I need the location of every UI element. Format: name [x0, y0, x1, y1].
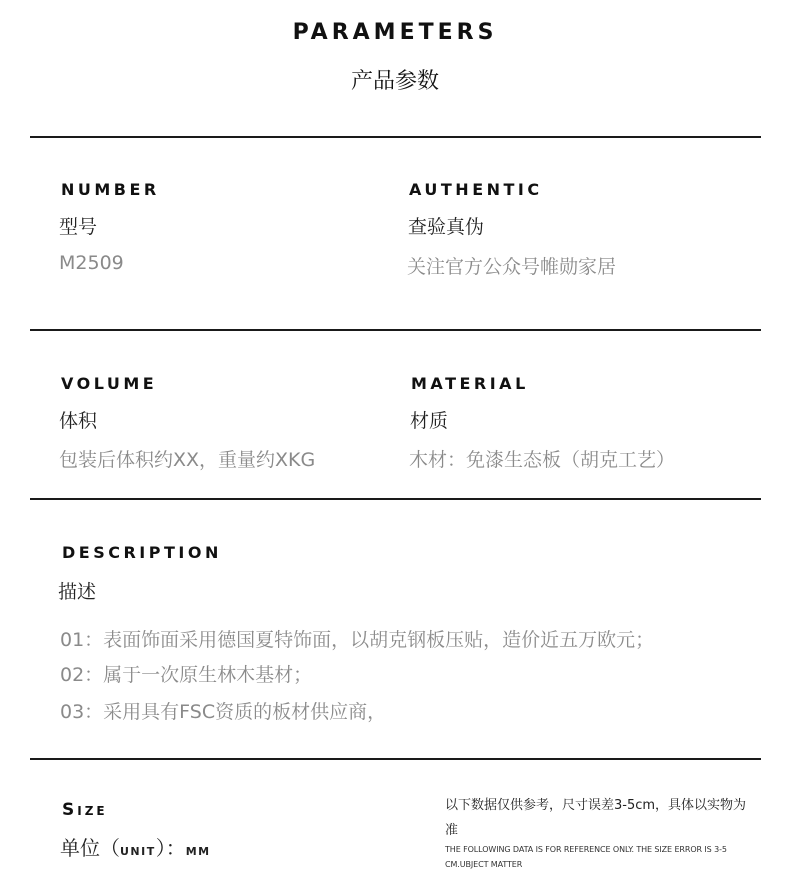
description-line: 01：表面饰面采用德国夏特饰面，以胡克钢板压贴，造价近五万欧元；	[60, 629, 655, 651]
description-label-cn: 描述	[58, 581, 97, 603]
size-label-en: Size	[62, 800, 108, 820]
divider	[30, 329, 761, 331]
description-label-en: DESCRIPTION	[62, 543, 222, 562]
divider	[30, 498, 761, 500]
authentic-label-cn: 查验真伪	[408, 216, 485, 238]
material-label-cn: 材质	[410, 410, 449, 432]
authentic-label-en: AUTHENTIC	[409, 180, 543, 199]
divider	[30, 136, 761, 138]
size-unit-word: unit	[120, 840, 156, 859]
description-line: 02：属于一次原生林木基材；	[60, 664, 313, 686]
number-label-en: NUMBER	[61, 180, 160, 199]
size-unit-value: mm	[185, 840, 211, 859]
size-note-en: THE FOLLOWING DATA IS FOR REFERENCE ONLY. THE SIZE ERROR IS 3-5 CM.UBJECT MATTER	[445, 845, 727, 869]
volume-value: 包装后体积约XX，重量约XKG	[59, 449, 316, 471]
size-unit-suffix: ）：	[155, 836, 186, 860]
authentic-value: 关注官方公众号帷勋家居	[407, 256, 617, 278]
description-line: 03：采用具有FSC资质的板材供应商，	[60, 701, 387, 723]
number-value: M2509	[59, 252, 124, 274]
page-title-en: PARAMETERS	[292, 20, 498, 45]
volume-label-cn: 体积	[59, 410, 98, 432]
material-label-en: MATERIAL	[411, 374, 529, 393]
size-note-cn: 以下数据仅供参考，尺寸误差3-5cm，具体以实物为准	[445, 798, 747, 838]
volume-label-en: VOLUME	[61, 374, 158, 393]
divider	[30, 758, 761, 760]
material-value: 木材：免漆生态板（胡克工艺）	[409, 449, 676, 471]
size-unit	[60, 832, 211, 861]
number-label-cn: 型号	[59, 216, 98, 238]
size-unit-prefix: 单位（	[60, 836, 120, 860]
page-title-cn: 产品参数	[350, 69, 439, 94]
